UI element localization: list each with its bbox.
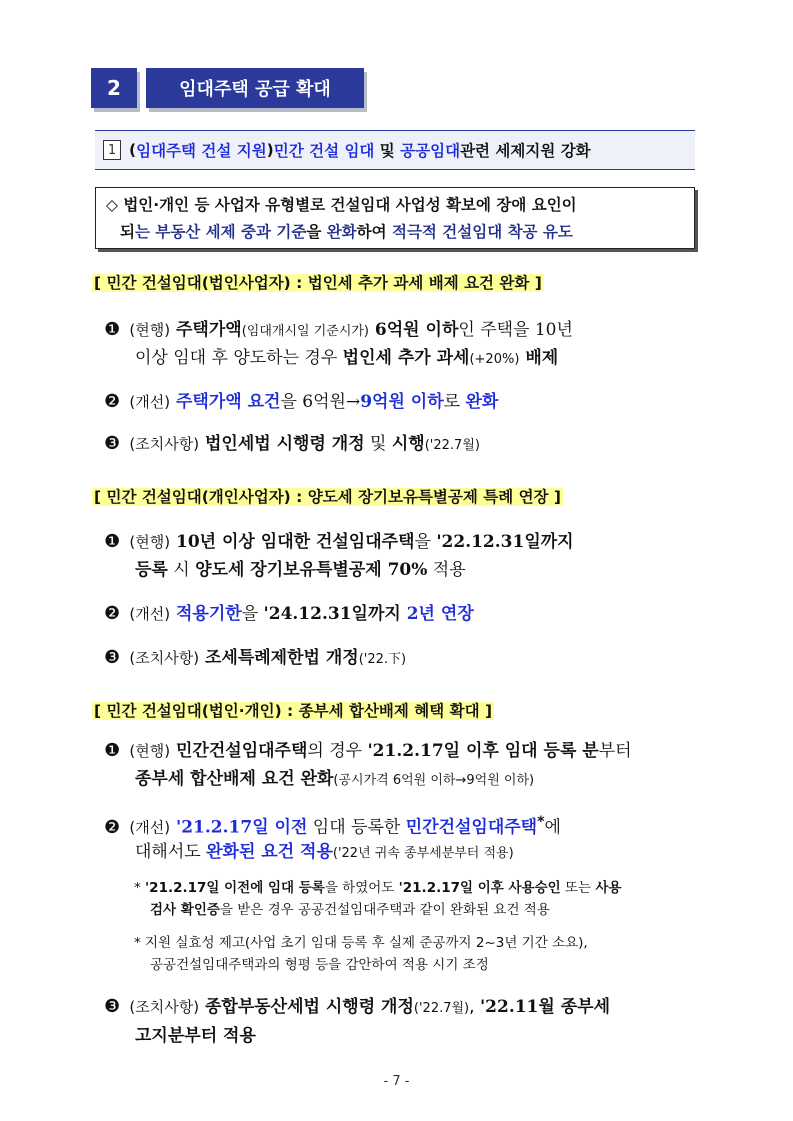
subheading-part1: 임대주택 건설 지원 [136,142,267,160]
block2-item1-line2 [135,556,466,584]
summary-line2-d: 완화 [326,223,357,241]
b3i1-a: 민간건설임대주택 [170,741,308,761]
summary-line2-c: 을 [306,223,327,241]
b2i1-l2c: 양도세 장기보유특별공제 70% [195,560,428,580]
b1i1-l2b: 법인세 추가 과세 [342,348,470,368]
b1i1-c: 6억원 이하 [369,320,459,340]
block3-item3-line2 [135,1022,256,1050]
block3-note1-line2 [150,899,550,921]
b1i1-l2a: 이상 임대 후 양도하는 경우 [135,348,343,368]
block3-item1-line2 [135,765,534,795]
b3i3-l2a: 고지분부터 적용 [135,1026,256,1046]
subheading-paren-close: ) [266,141,274,159]
b3i1-l2b: (공시가격 6억원 이하→9억원 이하) [333,773,535,788]
block2-category [92,484,563,510]
bullet-icon: ❷ [104,391,121,412]
b3i2-l2a: 대해서도 [135,842,207,862]
block1-category-text: [ 민간 건설임대(법인사업자) : 법인세 추가 과세 배제 요건 완화 ] [94,274,542,292]
block2-category-text: [ 민간 건설임대(개인사업자) : 양도세 장기보유특별공제 특례 연장 ] [94,488,562,506]
summary-line2-b: 는 부동산 세제 중과 기준 [134,223,307,241]
note1-d: '21.2.17일 이후 사용승인 [398,880,561,896]
b3i2-l2b: 완화된 요건 적용 [206,842,333,862]
block1-category [92,270,544,296]
page-number: - 7 - [383,1074,410,1089]
item-label: (조치사항) [129,435,200,453]
b1i1-a: 주택가액 [170,320,242,340]
b2i1-b: 을 [414,532,437,552]
note1-e: 또는 [560,880,596,896]
b3i3-b: ('22.7월) [413,1001,470,1016]
b1i1-b: (임대개시일 기준시가) [241,324,370,339]
b3i2-a: '21.2.17일 이전 [170,817,308,838]
block3-item1 [104,737,632,765]
block3-item2-line2 [135,838,514,868]
bullet-icon: ❶ [104,319,121,340]
block1-item3 [104,430,480,460]
block1-item1-line2 [135,344,558,374]
b1i1-l2d: 배제 [519,348,559,368]
summary-line1: ◇ 법인·개인 등 사업자 유형별로 건설임대 사업성 확보에 장애 요인이 [106,196,577,214]
block3-category-text: [ 민간 건설임대(법인·개인) : 종부세 합산배제 혜택 확대 ] [94,702,493,720]
b2i1-a: 10년 이상 임대한 건설임대주택 [170,532,415,552]
block2-item3 [104,644,406,674]
b2i2-b: 을 [241,604,264,624]
item-label: (개선) [129,818,171,837]
b3i1-b: 의 경우 [307,741,368,761]
b3i1-c: '21.2.17일 이후 임대 등록 분 [367,741,599,761]
b1i1-l2c: (+20%) [469,352,520,367]
block2-item2 [104,600,474,628]
summary-line2-e: 하여 [356,223,392,241]
b2i2-a: 적용기한 [170,604,242,624]
b1i1-d: 인 주택을 10년 [458,320,573,340]
subheading-part5: 관련 세제지원 강화 [460,142,591,160]
b1i2-e: 완화 [465,392,499,412]
b1i2-b: 을 6억원→ [280,392,361,412]
block3-note1 [134,877,621,899]
bullet-icon: ❷ [104,603,121,624]
item-label: (개선) [129,393,171,411]
b2i2-c: '24.12.31일까지 [263,604,401,624]
bullet-icon: ❸ [104,433,121,454]
summary-line2-f: 적극적 건설임대 착공 유도 [391,223,573,241]
section-title: 임대주택 공급 확대 [146,68,364,108]
b2i2-d: 2년 연장 [400,604,474,624]
block3-category [92,698,494,724]
b3i3-d: '22.11월 종부세 [479,997,610,1017]
note1-l2a: 검사 확인증 [150,902,220,918]
subheading-part3: 및 [374,142,401,160]
b3i1-l2a: 종부세 합산배제 요건 완화 [135,769,334,789]
item-label: (조치사항) [129,998,200,1016]
note1-c: 을 하였어도 [324,880,399,896]
b1i2-d: 로 [443,392,466,412]
subheading-part4: 공공임대 [400,142,461,160]
subheading-box-number: 1 [103,140,121,160]
b1i3-c: 시행 [391,434,425,454]
note1-a: * [134,880,146,896]
b3i2-b: 임대 등록한 [307,817,406,838]
b3i2-d: * [537,814,545,830]
subheading-paren-open: ( [129,141,137,159]
block1-item1 [104,316,573,346]
bullet-icon: ❶ [104,740,121,761]
summary-line2 [106,219,694,246]
note1-f: 사용 [595,880,622,896]
summary-box [95,187,695,249]
b3i3-a: 종합부동산세법 시행령 개정 [199,997,414,1017]
subheading-bar [95,130,695,170]
b3i2-l2c: ('22년 귀속 종부세분부터 적용) [332,846,514,861]
item-label: (현행) [129,533,171,551]
b3i2-e: 에 [544,817,561,838]
b1i3-d: ('22.7월) [424,438,480,453]
summary-line2-a: 되 [120,223,135,241]
b1i3-a: 법인세법 시행령 개정 [199,434,365,454]
bullet-icon: ❶ [104,531,121,552]
note1-b: '21.2.17일 이전에 임대 등록 [145,880,325,896]
section-number: 2 [91,68,137,108]
block3-item2 [104,808,561,842]
block1-item2 [104,388,498,416]
block3-note2: * 지원 실효성 제고(사업 초기 임대 등록 후 실제 준공까지 2~3년 기간 소요), [134,935,588,951]
b1i3-b: 및 [364,434,392,454]
b2i1-c: '22.12.31일까지 [436,532,574,552]
b2i1-l2a: 등록 [135,560,168,580]
bullet-icon: ❸ [104,647,121,668]
b2i3-a: 조세특례제한법 개정 [199,648,359,668]
b3i3-c: , [469,997,480,1017]
b2i1-l2d: 적용 [427,560,466,580]
item-label: (현행) [129,742,171,760]
item-label: (개선) [129,605,171,623]
block2-item1 [104,528,574,556]
block3-item3 [104,993,610,1023]
b1i2-a: 주택가액 요건 [170,392,281,412]
b3i1-d: 부터 [598,741,632,761]
note1-l2b: 을 받은 경우 공공건설임대주택과 같이 완화된 요건 적용 [219,902,550,918]
subheading-part2: 민간 건설 임대 [273,142,375,160]
b3i2-c: 민간건설임대주택 [405,817,538,838]
b2i1-l2b: 시 [167,560,196,580]
block3-note2-line2: 공공건설임대주택과의 형평 등을 감안하여 적용 시기 조정 [150,957,489,973]
bullet-icon: ❷ [104,816,121,838]
bullet-icon: ❸ [104,996,121,1017]
item-label: (조치사항) [129,649,200,667]
b2i3-b: ('22.下) [358,652,407,667]
b1i2-c: 9억원 이하 [360,392,444,412]
item-label: (현행) [129,321,171,339]
